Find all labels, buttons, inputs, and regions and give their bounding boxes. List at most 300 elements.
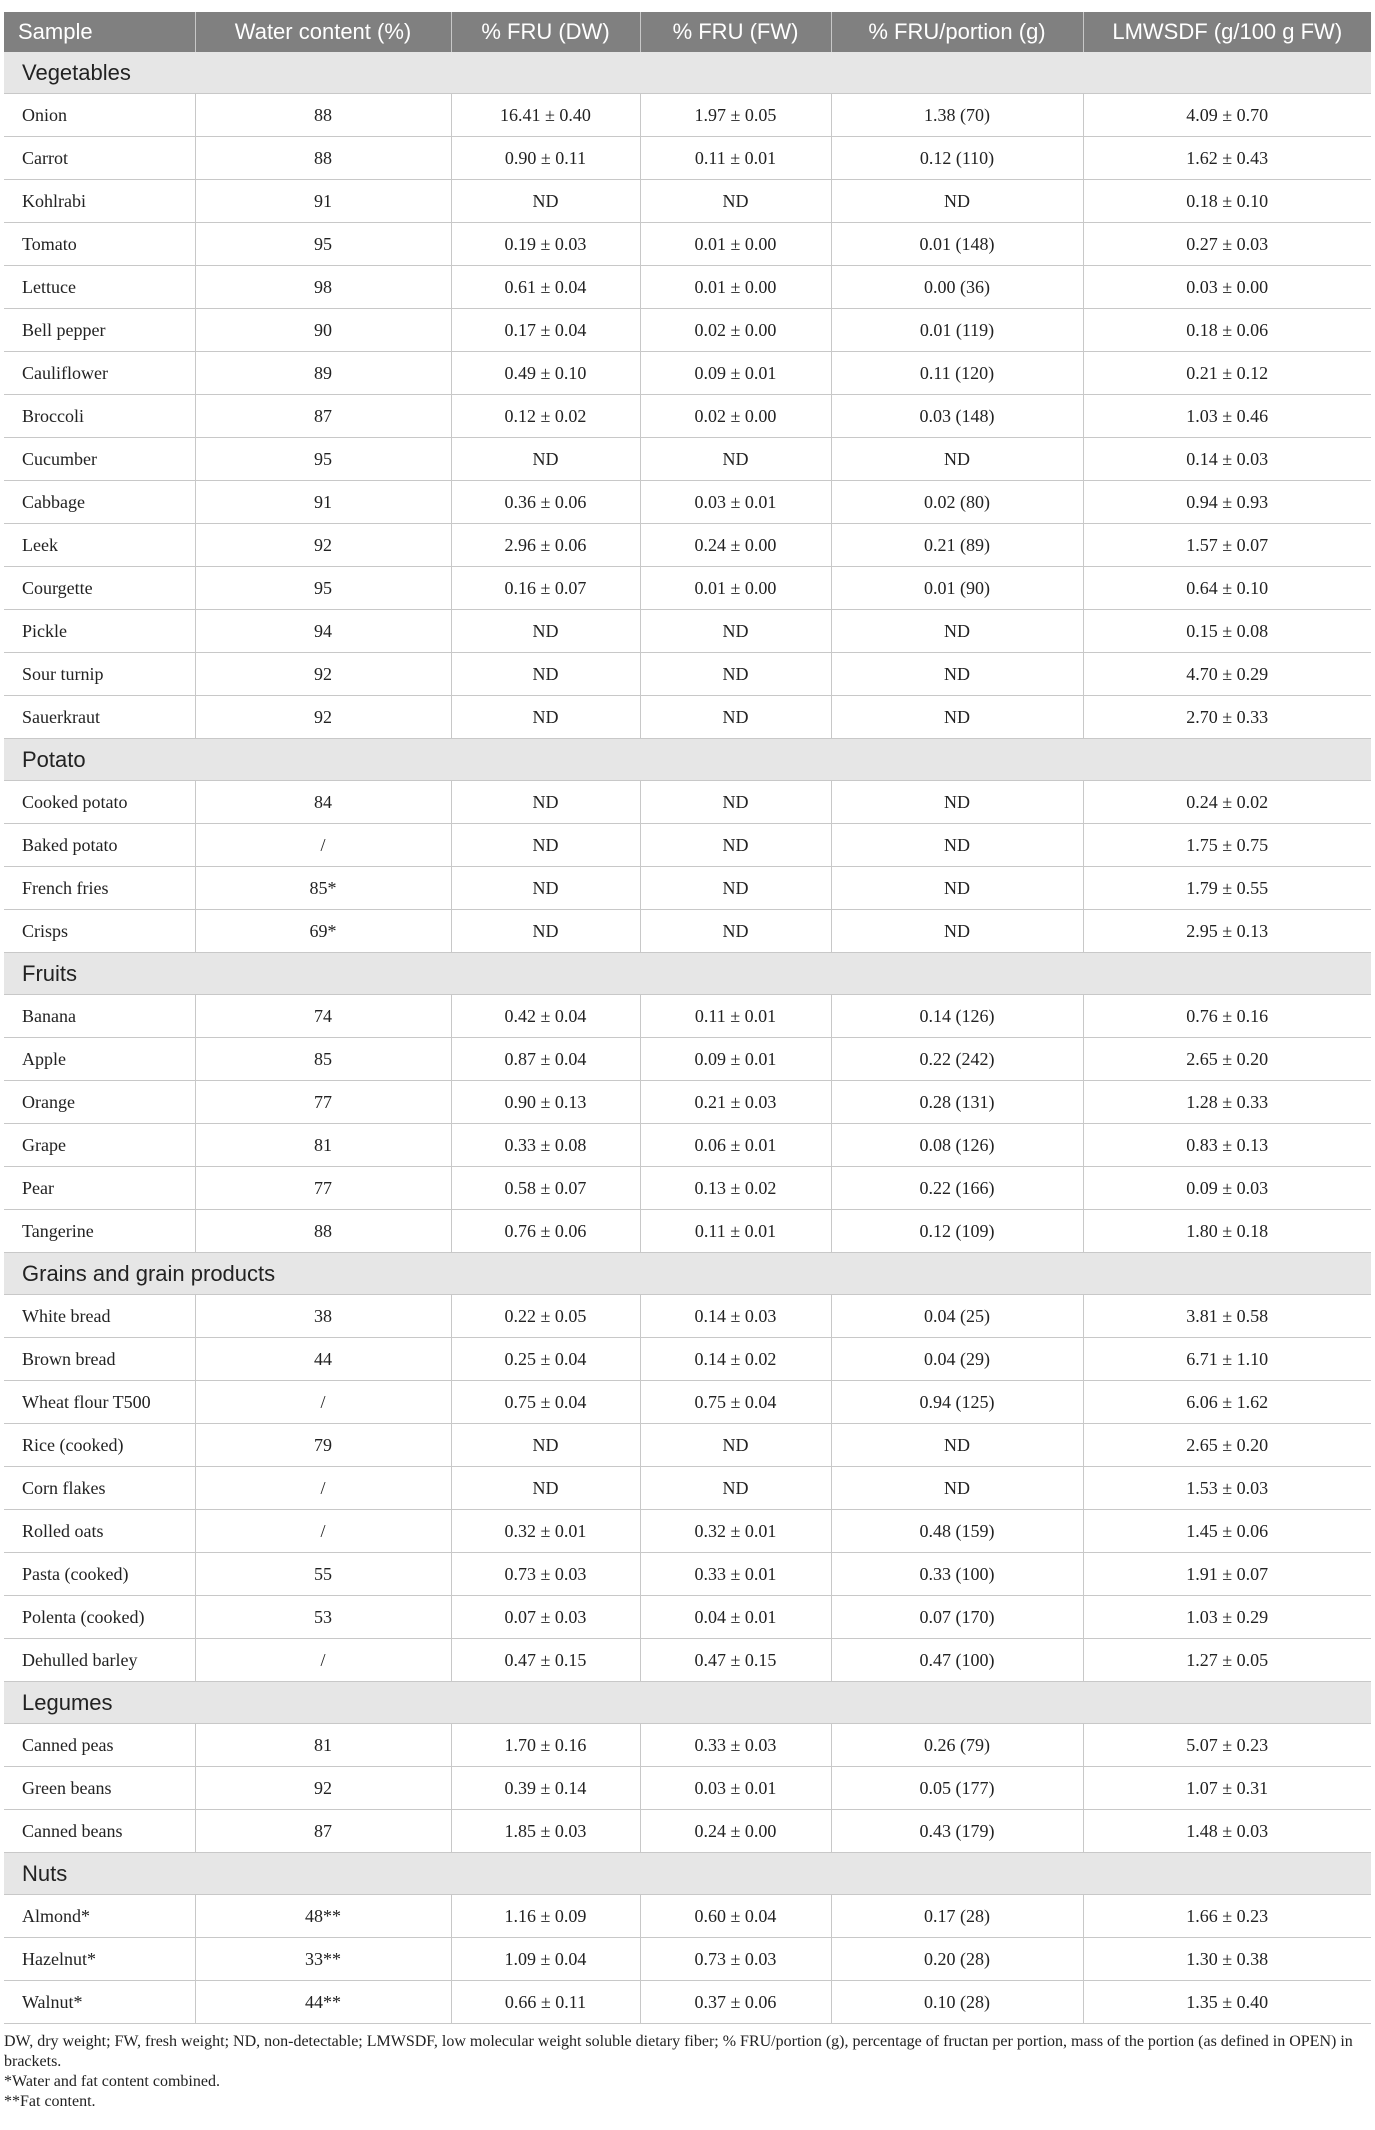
cell-fru-portion: 0.04 (29) — [831, 1338, 1083, 1381]
footnote-water-fat: *Water and fat content combined. — [4, 2073, 220, 2090]
cell-fru-fw: 0.14 ± 0.02 — [640, 1338, 831, 1381]
cell-fru-portion: 0.05 (177) — [831, 1767, 1083, 1810]
cell-sample: Leek — [4, 524, 195, 567]
cell-water-content: / — [195, 1467, 451, 1510]
table-row — [4, 781, 1371, 824]
cell-lmwsdf: 6.71 ± 1.10 — [1083, 1338, 1371, 1381]
table-row — [4, 180, 1371, 223]
cell-fru-fw: ND — [640, 438, 831, 481]
table-row — [4, 352, 1371, 395]
cell-fru-fw: 1.97 ± 0.05 — [640, 94, 831, 137]
cell-lmwsdf: 0.83 ± 0.13 — [1083, 1124, 1371, 1167]
table-row — [4, 1038, 1371, 1081]
cell-sample: Grape — [4, 1124, 195, 1167]
cell-water-content: 95 — [195, 438, 451, 481]
cell-sample: Cauliflower — [4, 352, 195, 395]
cell-fru-fw: 0.37 ± 0.06 — [640, 1981, 831, 2024]
section-header-row — [4, 52, 1371, 94]
cell-sample: Almond* — [4, 1895, 195, 1938]
cell-fru-dw: ND — [451, 180, 640, 223]
cell-water-content: 92 — [195, 1767, 451, 1810]
table-row — [4, 481, 1371, 524]
cell-lmwsdf: 6.06 ± 1.62 — [1083, 1381, 1371, 1424]
cell-fru-dw: ND — [451, 781, 640, 824]
cell-lmwsdf: 0.76 ± 0.16 — [1083, 995, 1371, 1038]
cell-fru-portion: 0.26 (79) — [831, 1724, 1083, 1767]
table-row — [4, 824, 1371, 867]
cell-sample: White bread — [4, 1295, 195, 1338]
cell-sample: Broccoli — [4, 395, 195, 438]
cell-sample: Pasta (cooked) — [4, 1553, 195, 1596]
table-row — [4, 1895, 1371, 1938]
cell-fru-dw: ND — [451, 824, 640, 867]
cell-lmwsdf: 4.09 ± 0.70 — [1083, 94, 1371, 137]
section-title: Fruits — [4, 953, 1371, 995]
cell-fru-portion: 0.04 (25) — [831, 1295, 1083, 1338]
cell-lmwsdf: 1.35 ± 0.40 — [1083, 1981, 1371, 2024]
table-row — [4, 1810, 1371, 1853]
table-row — [4, 524, 1371, 567]
cell-fru-portion: ND — [831, 781, 1083, 824]
cell-fru-fw: 0.33 ± 0.01 — [640, 1553, 831, 1596]
cell-fru-portion: 0.12 (109) — [831, 1210, 1083, 1253]
section-title: Grains and grain products — [4, 1253, 1371, 1295]
cell-water-content: 91 — [195, 481, 451, 524]
cell-lmwsdf: 1.45 ± 0.06 — [1083, 1510, 1371, 1553]
cell-sample: Banana — [4, 995, 195, 1038]
cell-fru-dw: ND — [451, 1467, 640, 1510]
table-row — [4, 1124, 1371, 1167]
cell-lmwsdf: 5.07 ± 0.23 — [1083, 1724, 1371, 1767]
cell-lmwsdf: 4.70 ± 0.29 — [1083, 653, 1371, 696]
cell-lmwsdf: 1.57 ± 0.07 — [1083, 524, 1371, 567]
cell-water-content: / — [195, 824, 451, 867]
cell-lmwsdf: 2.70 ± 0.33 — [1083, 696, 1371, 739]
cell-sample: Polenta (cooked) — [4, 1596, 195, 1639]
cell-fru-dw: 0.87 ± 0.04 — [451, 1038, 640, 1081]
table-row — [4, 137, 1371, 180]
cell-fru-fw: 0.04 ± 0.01 — [640, 1596, 831, 1639]
cell-sample: French fries — [4, 867, 195, 910]
cell-lmwsdf: 0.18 ± 0.06 — [1083, 309, 1371, 352]
cell-fru-portion: 0.48 (159) — [831, 1510, 1083, 1553]
cell-lmwsdf: 1.75 ± 0.75 — [1083, 824, 1371, 867]
table-row — [4, 1767, 1371, 1810]
cell-sample: Rolled oats — [4, 1510, 195, 1553]
table-row — [4, 266, 1371, 309]
cell-fru-dw: 1.09 ± 0.04 — [451, 1938, 640, 1981]
cell-lmwsdf: 2.95 ± 0.13 — [1083, 910, 1371, 953]
header-sample: Sample — [4, 12, 195, 52]
cell-water-content: / — [195, 1510, 451, 1553]
cell-lmwsdf: 0.64 ± 0.10 — [1083, 567, 1371, 610]
section-header-row — [4, 1853, 1371, 1895]
cell-lmwsdf: 0.15 ± 0.08 — [1083, 610, 1371, 653]
cell-water-content: 88 — [195, 1210, 451, 1253]
cell-lmwsdf: 1.30 ± 0.38 — [1083, 1938, 1371, 1981]
cell-water-content: 95 — [195, 567, 451, 610]
cell-sample: Sauerkraut — [4, 696, 195, 739]
table-row — [4, 1424, 1371, 1467]
cell-fru-fw: ND — [640, 824, 831, 867]
cell-lmwsdf: 0.14 ± 0.03 — [1083, 438, 1371, 481]
cell-water-content: 88 — [195, 94, 451, 137]
table-row — [4, 610, 1371, 653]
table-row — [4, 1510, 1371, 1553]
cell-fru-dw: 0.07 ± 0.03 — [451, 1596, 640, 1639]
section-title: Vegetables — [4, 52, 1371, 94]
table-row — [4, 1724, 1371, 1767]
cell-fru-fw: 0.06 ± 0.01 — [640, 1124, 831, 1167]
table-row — [4, 1381, 1371, 1424]
cell-fru-dw: 2.96 ± 0.06 — [451, 524, 640, 567]
cell-lmwsdf: 0.09 ± 0.03 — [1083, 1167, 1371, 1210]
cell-fru-dw: 0.12 ± 0.02 — [451, 395, 640, 438]
cell-water-content: 53 — [195, 1596, 451, 1639]
cell-water-content: 74 — [195, 995, 451, 1038]
cell-water-content: 69* — [195, 910, 451, 953]
cell-fru-dw: ND — [451, 438, 640, 481]
cell-fru-portion: ND — [831, 180, 1083, 223]
cell-fru-fw: ND — [640, 653, 831, 696]
cell-fru-fw: 0.09 ± 0.01 — [640, 352, 831, 395]
table-row — [4, 395, 1371, 438]
cell-fru-fw: 0.32 ± 0.01 — [640, 1510, 831, 1553]
cell-sample: Dehulled barley — [4, 1639, 195, 1682]
table-row — [4, 1081, 1371, 1124]
cell-water-content: 85* — [195, 867, 451, 910]
cell-fru-dw: ND — [451, 1424, 640, 1467]
cell-fru-portion: 0.47 (100) — [831, 1639, 1083, 1682]
cell-fru-fw: 0.33 ± 0.03 — [640, 1724, 831, 1767]
cell-sample: Canned beans — [4, 1810, 195, 1853]
cell-fru-fw: 0.24 ± 0.00 — [640, 524, 831, 567]
cell-water-content: 81 — [195, 1724, 451, 1767]
cell-fru-fw: 0.21 ± 0.03 — [640, 1081, 831, 1124]
cell-fru-dw: 0.47 ± 0.15 — [451, 1639, 640, 1682]
cell-lmwsdf: 0.24 ± 0.02 — [1083, 781, 1371, 824]
cell-water-content: 38 — [195, 1295, 451, 1338]
cell-fru-portion: 0.43 (179) — [831, 1810, 1083, 1853]
cell-lmwsdf: 2.65 ± 0.20 — [1083, 1038, 1371, 1081]
table-row — [4, 995, 1371, 1038]
cell-fru-portion: 0.22 (242) — [831, 1038, 1083, 1081]
cell-lmwsdf: 1.62 ± 0.43 — [1083, 137, 1371, 180]
cell-fru-portion: 0.08 (126) — [831, 1124, 1083, 1167]
cell-fru-portion: 0.33 (100) — [831, 1553, 1083, 1596]
cell-fru-fw: 0.11 ± 0.01 — [640, 137, 831, 180]
cell-water-content: 79 — [195, 1424, 451, 1467]
table-row — [4, 867, 1371, 910]
data-table — [4, 12, 1371, 2024]
cell-sample: Tomato — [4, 223, 195, 266]
cell-water-content: 81 — [195, 1124, 451, 1167]
cell-sample: Cabbage — [4, 481, 195, 524]
cell-lmwsdf: 0.94 ± 0.93 — [1083, 481, 1371, 524]
cell-water-content: 92 — [195, 696, 451, 739]
cell-water-content: 95 — [195, 223, 451, 266]
cell-fru-dw: 1.70 ± 0.16 — [451, 1724, 640, 1767]
cell-fru-dw: 0.19 ± 0.03 — [451, 223, 640, 266]
section-title: Potato — [4, 739, 1371, 781]
cell-fru-fw: 0.01 ± 0.00 — [640, 266, 831, 309]
cell-lmwsdf: 1.48 ± 0.03 — [1083, 1810, 1371, 1853]
cell-fru-dw: ND — [451, 867, 640, 910]
cell-fru-dw: 0.49 ± 0.10 — [451, 352, 640, 395]
cell-sample: Green beans — [4, 1767, 195, 1810]
cell-lmwsdf: 0.18 ± 0.10 — [1083, 180, 1371, 223]
cell-lmwsdf: 1.27 ± 0.05 — [1083, 1639, 1371, 1682]
table-row — [4, 1981, 1371, 2024]
cell-sample: Pear — [4, 1167, 195, 1210]
table-row — [4, 1938, 1371, 1981]
cell-fru-fw: ND — [640, 696, 831, 739]
cell-water-content: 55 — [195, 1553, 451, 1596]
table-row — [4, 94, 1371, 137]
cell-sample: Carrot — [4, 137, 195, 180]
cell-water-content: 44** — [195, 1981, 451, 2024]
cell-fru-portion: 0.01 (148) — [831, 223, 1083, 266]
cell-fru-dw: 0.25 ± 0.04 — [451, 1338, 640, 1381]
table-row — [4, 1596, 1371, 1639]
header-lmwsdf: LMWSDF (g/100 g FW) — [1083, 12, 1371, 52]
footnote-fat: **Fat content. — [4, 2093, 96, 2110]
cell-water-content: / — [195, 1639, 451, 1682]
cell-fru-portion: 0.94 (125) — [831, 1381, 1083, 1424]
cell-fru-portion: 0.11 (120) — [831, 352, 1083, 395]
cell-fru-dw: 0.73 ± 0.03 — [451, 1553, 640, 1596]
cell-fru-dw: 16.41 ± 0.40 — [451, 94, 640, 137]
cell-fru-dw: ND — [451, 610, 640, 653]
cell-sample: Wheat flour T500 — [4, 1381, 195, 1424]
cell-fru-portion: ND — [831, 653, 1083, 696]
table-row — [4, 567, 1371, 610]
header-water-content: Water content (%) — [195, 12, 451, 52]
cell-fru-fw: 0.01 ± 0.00 — [640, 567, 831, 610]
cell-fru-fw: ND — [640, 180, 831, 223]
cell-fru-portion: 0.28 (131) — [831, 1081, 1083, 1124]
cell-fru-fw: 0.14 ± 0.03 — [640, 1295, 831, 1338]
cell-fru-fw: 0.75 ± 0.04 — [640, 1381, 831, 1424]
cell-lmwsdf: 1.79 ± 0.55 — [1083, 867, 1371, 910]
cell-fru-fw: ND — [640, 910, 831, 953]
table-row — [4, 1210, 1371, 1253]
cell-lmwsdf: 2.65 ± 0.20 — [1083, 1424, 1371, 1467]
cell-lmwsdf: 0.27 ± 0.03 — [1083, 223, 1371, 266]
header-row — [4, 12, 1371, 52]
cell-lmwsdf: 1.07 ± 0.31 — [1083, 1767, 1371, 1810]
cell-water-content: 92 — [195, 653, 451, 696]
cell-fru-fw: 0.02 ± 0.00 — [640, 395, 831, 438]
cell-sample: Hazelnut* — [4, 1938, 195, 1981]
cell-fru-fw: ND — [640, 1467, 831, 1510]
cell-water-content: 48** — [195, 1895, 451, 1938]
cell-fru-dw: ND — [451, 696, 640, 739]
cell-sample: Lettuce — [4, 266, 195, 309]
cell-fru-fw: ND — [640, 867, 831, 910]
cell-lmwsdf: 1.03 ± 0.29 — [1083, 1596, 1371, 1639]
section-header-row — [4, 1253, 1371, 1295]
cell-sample: Brown bread — [4, 1338, 195, 1381]
cell-water-content: 84 — [195, 781, 451, 824]
cell-sample: Onion — [4, 94, 195, 137]
cell-lmwsdf: 1.66 ± 0.23 — [1083, 1895, 1371, 1938]
cell-fru-portion: 0.03 (148) — [831, 395, 1083, 438]
cell-sample: Apple — [4, 1038, 195, 1081]
cell-sample: Canned peas — [4, 1724, 195, 1767]
cell-fru-dw: 1.16 ± 0.09 — [451, 1895, 640, 1938]
cell-fru-dw: 0.39 ± 0.14 — [451, 1767, 640, 1810]
cell-sample: Corn flakes — [4, 1467, 195, 1510]
cell-fru-fw: 0.02 ± 0.00 — [640, 309, 831, 352]
cell-water-content: 92 — [195, 524, 451, 567]
table-row — [4, 1639, 1371, 1682]
cell-water-content: 44 — [195, 1338, 451, 1381]
cell-fru-dw: 0.33 ± 0.08 — [451, 1124, 640, 1167]
cell-fru-dw: 0.16 ± 0.07 — [451, 567, 640, 610]
cell-sample: Baked potato — [4, 824, 195, 867]
cell-fru-dw: 0.22 ± 0.05 — [451, 1295, 640, 1338]
header-fru-portion: % FRU/portion (g) — [831, 12, 1083, 52]
cell-fru-portion: ND — [831, 910, 1083, 953]
section-header-row — [4, 739, 1371, 781]
cell-water-content: 77 — [195, 1167, 451, 1210]
cell-water-content: 33** — [195, 1938, 451, 1981]
cell-lmwsdf: 1.80 ± 0.18 — [1083, 1210, 1371, 1253]
table-row — [4, 1467, 1371, 1510]
footnotes — [4, 2032, 1371, 2112]
cell-water-content: 87 — [195, 1810, 451, 1853]
cell-fru-fw: 0.60 ± 0.04 — [640, 1895, 831, 1938]
table-row — [4, 438, 1371, 481]
table-row — [4, 1338, 1371, 1381]
cell-lmwsdf: 0.03 ± 0.00 — [1083, 266, 1371, 309]
cell-fru-fw: 0.03 ± 0.01 — [640, 481, 831, 524]
cell-fru-fw: ND — [640, 610, 831, 653]
cell-fru-dw: 0.66 ± 0.11 — [451, 1981, 640, 2024]
cell-fru-dw: 0.90 ± 0.11 — [451, 137, 640, 180]
cell-fru-dw: 0.42 ± 0.04 — [451, 995, 640, 1038]
cell-fru-portion: 0.02 (80) — [831, 481, 1083, 524]
cell-fru-dw: ND — [451, 653, 640, 696]
cell-sample: Crisps — [4, 910, 195, 953]
cell-fru-portion: 0.20 (28) — [831, 1938, 1083, 1981]
cell-fru-portion: 0.00 (36) — [831, 266, 1083, 309]
cell-fru-dw: 0.32 ± 0.01 — [451, 1510, 640, 1553]
cell-lmwsdf: 1.91 ± 0.07 — [1083, 1553, 1371, 1596]
cell-sample: Kohlrabi — [4, 180, 195, 223]
cell-fru-fw: 0.24 ± 0.00 — [640, 1810, 831, 1853]
table-row — [4, 223, 1371, 266]
table-row — [4, 309, 1371, 352]
section-title: Legumes — [4, 1682, 1371, 1724]
footnote-abbreviations: DW, dry weight; FW, fresh weight; ND, non-detectable; LMWSDF, low molecular weight soluble dietary fiber; % FRU/portion (g), percentage of fructan per portion, mass of the portion (as defined in OPEN) in brackets. — [4, 2033, 1353, 2070]
cell-fru-fw: 0.13 ± 0.02 — [640, 1167, 831, 1210]
cell-fru-portion: ND — [831, 610, 1083, 653]
cell-water-content: 94 — [195, 610, 451, 653]
cell-fru-portion: 0.22 (166) — [831, 1167, 1083, 1210]
table-body — [4, 52, 1371, 2024]
cell-sample: Courgette — [4, 567, 195, 610]
cell-water-content: 87 — [195, 395, 451, 438]
cell-fru-portion: ND — [831, 1424, 1083, 1467]
cell-fru-portion: 0.17 (28) — [831, 1895, 1083, 1938]
cell-sample: Cucumber — [4, 438, 195, 481]
cell-fru-fw: 0.47 ± 0.15 — [640, 1639, 831, 1682]
cell-lmwsdf: 1.03 ± 0.46 — [1083, 395, 1371, 438]
cell-water-content: 98 — [195, 266, 451, 309]
cell-water-content: 77 — [195, 1081, 451, 1124]
cell-fru-fw: 0.73 ± 0.03 — [640, 1938, 831, 1981]
table-container — [4, 12, 1371, 2112]
cell-fru-portion: 1.38 (70) — [831, 94, 1083, 137]
cell-sample: Cooked potato — [4, 781, 195, 824]
cell-sample: Bell pepper — [4, 309, 195, 352]
cell-water-content: 89 — [195, 352, 451, 395]
cell-fru-dw: 0.90 ± 0.13 — [451, 1081, 640, 1124]
cell-fru-dw: ND — [451, 910, 640, 953]
cell-sample: Pickle — [4, 610, 195, 653]
cell-fru-portion: 0.01 (119) — [831, 309, 1083, 352]
cell-sample: Tangerine — [4, 1210, 195, 1253]
cell-water-content: 88 — [195, 137, 451, 180]
cell-fru-fw: ND — [640, 1424, 831, 1467]
table-row — [4, 1295, 1371, 1338]
cell-fru-portion: ND — [831, 438, 1083, 481]
cell-fru-dw: 0.36 ± 0.06 — [451, 481, 640, 524]
section-title: Nuts — [4, 1853, 1371, 1895]
cell-fru-fw: 0.11 ± 0.01 — [640, 995, 831, 1038]
table-row — [4, 696, 1371, 739]
cell-fru-portion: 0.14 (126) — [831, 995, 1083, 1038]
table-row — [4, 1553, 1371, 1596]
cell-lmwsdf: 0.21 ± 0.12 — [1083, 352, 1371, 395]
section-header-row — [4, 953, 1371, 995]
cell-fru-portion: 0.07 (170) — [831, 1596, 1083, 1639]
cell-water-content: 90 — [195, 309, 451, 352]
cell-fru-fw: 0.03 ± 0.01 — [640, 1767, 831, 1810]
cell-fru-fw: 0.01 ± 0.00 — [640, 223, 831, 266]
cell-fru-dw: 0.76 ± 0.06 — [451, 1210, 640, 1253]
cell-fru-dw: 0.17 ± 0.04 — [451, 309, 640, 352]
cell-water-content: 85 — [195, 1038, 451, 1081]
header-fru-dw: % FRU (DW) — [451, 12, 640, 52]
cell-water-content: / — [195, 1381, 451, 1424]
header-fru-fw: % FRU (FW) — [640, 12, 831, 52]
cell-lmwsdf: 3.81 ± 0.58 — [1083, 1295, 1371, 1338]
cell-fru-fw: 0.09 ± 0.01 — [640, 1038, 831, 1081]
cell-fru-portion: 0.21 (89) — [831, 524, 1083, 567]
cell-fru-portion: 0.12 (110) — [831, 137, 1083, 180]
table-row — [4, 910, 1371, 953]
cell-lmwsdf: 1.53 ± 0.03 — [1083, 1467, 1371, 1510]
cell-sample: Sour turnip — [4, 653, 195, 696]
cell-fru-dw: 0.75 ± 0.04 — [451, 1381, 640, 1424]
cell-fru-fw: 0.11 ± 0.01 — [640, 1210, 831, 1253]
cell-fru-portion: ND — [831, 1467, 1083, 1510]
cell-fru-portion: ND — [831, 824, 1083, 867]
cell-fru-fw: ND — [640, 781, 831, 824]
cell-fru-dw: 0.61 ± 0.04 — [451, 266, 640, 309]
section-header-row — [4, 1682, 1371, 1724]
cell-sample: Walnut* — [4, 1981, 195, 2024]
cell-fru-dw: 1.85 ± 0.03 — [451, 1810, 640, 1853]
cell-fru-portion: ND — [831, 696, 1083, 739]
cell-lmwsdf: 1.28 ± 0.33 — [1083, 1081, 1371, 1124]
cell-fru-portion: 0.01 (90) — [831, 567, 1083, 610]
cell-water-content: 91 — [195, 180, 451, 223]
cell-fru-dw: 0.58 ± 0.07 — [451, 1167, 640, 1210]
